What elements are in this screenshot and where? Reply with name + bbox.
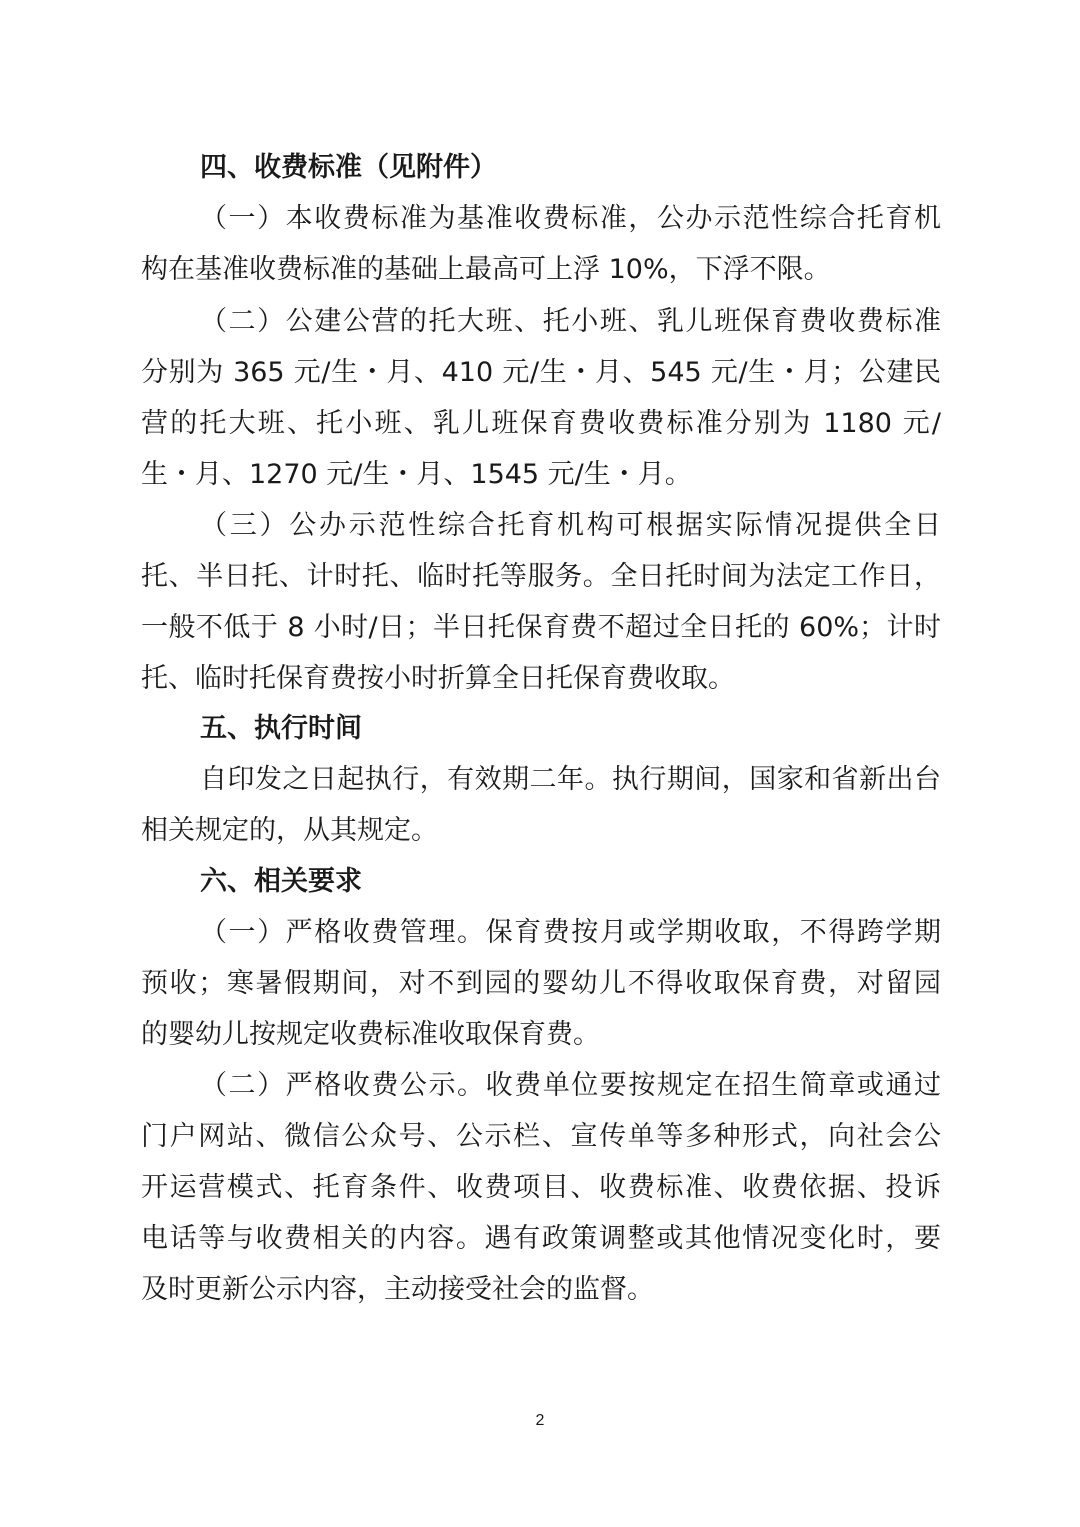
paragraph-line: 门户网站、微信公众号、公示栏、宣传单等多种形式，向社会公 [141, 1121, 941, 1152]
paragraph-line: 托、半日托、计时托、临时托等服务。全日托时间为法定工作日， [141, 561, 941, 592]
paragraph-line: 托、临时托保育费按小时折算全日托保育费收取。 [141, 663, 735, 694]
paragraph-line: （三）公办示范性综合托育机构可根据实际情况提供全日 [200, 510, 941, 541]
paragraph-line: 自印发之日起执行，有效期二年。执行期间，国家和省新出台 [200, 764, 941, 795]
section-heading-effective-date: 五、执行时间 [200, 713, 362, 744]
paragraph-line: 分别为 365 元/生・月、410 元/生・月、545 元/生・月；公建民 [141, 357, 941, 388]
paragraph-line: （一）严格收费管理。保育费按月或学期收取，不得跨学期 [200, 917, 941, 948]
paragraph-line: 的婴幼儿按规定收费标准收取保育费。 [141, 1019, 600, 1050]
paragraph-line: 营的托大班、托小班、乳儿班保育费收费标准分别为 1180 元/ [141, 408, 941, 439]
paragraph-line: 生・月、1270 元/生・月、1545 元/生・月。 [141, 459, 692, 490]
paragraph-line: 开运营模式、托育条件、收费项目、收费标准、收费依据、投诉 [141, 1172, 941, 1203]
page-number: 2 [535, 1412, 545, 1429]
paragraph-line: 电话等与收费相关的内容。遇有政策调整或其他情况变化时，要 [141, 1223, 941, 1254]
paragraph-line: 相关规定的，从其规定。 [141, 815, 438, 846]
paragraph-line: 及时更新公示内容，主动接受社会的监督。 [141, 1274, 654, 1305]
paragraph-line: （二）公建公营的托大班、托小班、乳儿班保育费收费标准 [200, 306, 941, 337]
paragraph-line: 预收；寒暑假期间，对不到园的婴幼儿不得收取保育费，对留园 [141, 968, 941, 999]
section-heading-fee-standard: 四、收费标准（见附件） [200, 152, 497, 183]
paragraph-line: 一般不低于 8 小时/日；半日托保育费不超过全日托的 60%；计时 [141, 612, 941, 643]
section-heading-requirements: 六、相关要求 [200, 866, 362, 897]
paragraph-line: （二）严格收费公示。收费单位要按规定在招生简章或通过 [200, 1070, 941, 1101]
paragraph-line: 构在基准收费标准的基础上最高可上浮 10%，下浮不限。 [141, 254, 831, 285]
paragraph-line: （一）本收费标准为基准收费标准，公办示范性综合托育机 [200, 203, 941, 234]
